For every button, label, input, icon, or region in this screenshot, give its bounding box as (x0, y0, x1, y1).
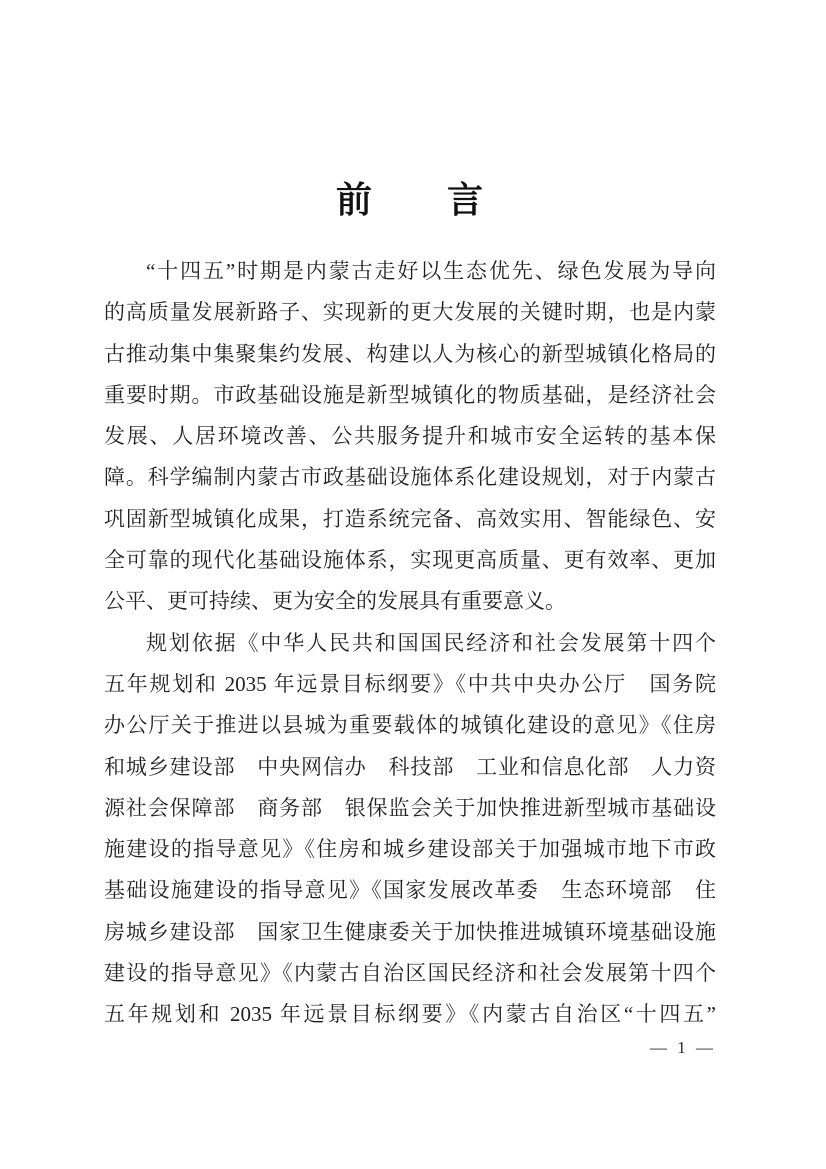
page-title: 前 言 (335, 180, 484, 220)
body-line: 规划依据《中华人民共和国国民经济和社会发展第十四个 (146, 630, 716, 655)
body-line: 公平、更可持续、更为安全的发展具有重要意义。 (104, 589, 566, 614)
body-line: 基础设施建设的指导意见》《国家发展改革委 生态环境部 住 (104, 878, 716, 903)
body-line: 办公厅关于推进以县城为重要载体的城镇化建设的意见》《住房 (104, 713, 716, 738)
page-number: — 1 — (650, 1038, 716, 1057)
body-line: 的高质量发展新路子、实现新的更大发展的关键时期，也是内蒙 (104, 300, 716, 325)
paragraph-2 (104, 623, 716, 1036)
body-line: 施建设的指导意见》《住房和城乡建设部关于加强城市地下市政 (104, 837, 716, 862)
body-line: 五年规划和 2035 年远景目标纲要》《内蒙古自治区“十四五” (104, 1002, 716, 1027)
body-line: 房城乡建设部 国家卫生健康委关于加快推进城镇环境基础设施 (104, 919, 716, 944)
body-line: 和城乡建设部 中央网信办 科技部 工业和信息化部 人力资 (104, 754, 716, 779)
body-line: 古推动集中集聚集约发展、构建以人为核心的新型城镇化格局的 (104, 341, 716, 366)
body-line: 重要时期。市政基础设施是新型城镇化的物质基础，是经济社会 (104, 382, 716, 407)
body-line: 五年规划和 2035 年远景目标纲要》《中共中央办公厅 国务院 (104, 671, 716, 696)
paragraph-1 (104, 251, 716, 623)
body-line: 发展、人居环境改善、公共服务提升和城市安全运转的基本保 (104, 424, 716, 449)
body-line: 全可靠的现代化基础设施体系，实现更高质量、更有效率、更加 (104, 548, 716, 573)
document-body (104, 251, 716, 1036)
body-line: 建设的指导意见》《内蒙古自治区国民经济和社会发展第十四个 (104, 961, 716, 986)
body-line: “十四五”时期是内蒙古走好以生态优先、绿色发展为导向 (146, 259, 716, 283)
body-line: 源社会保障部 商务部 银保监会关于加快推进新型城市基础设 (104, 795, 716, 820)
body-line: 障。科学编制内蒙古市政基础设施体系化建设规划，对于内蒙古 (104, 465, 716, 490)
body-line: 巩固新型城镇化成果，打造系统完备、高效实用、智能绿色、安 (104, 506, 716, 531)
